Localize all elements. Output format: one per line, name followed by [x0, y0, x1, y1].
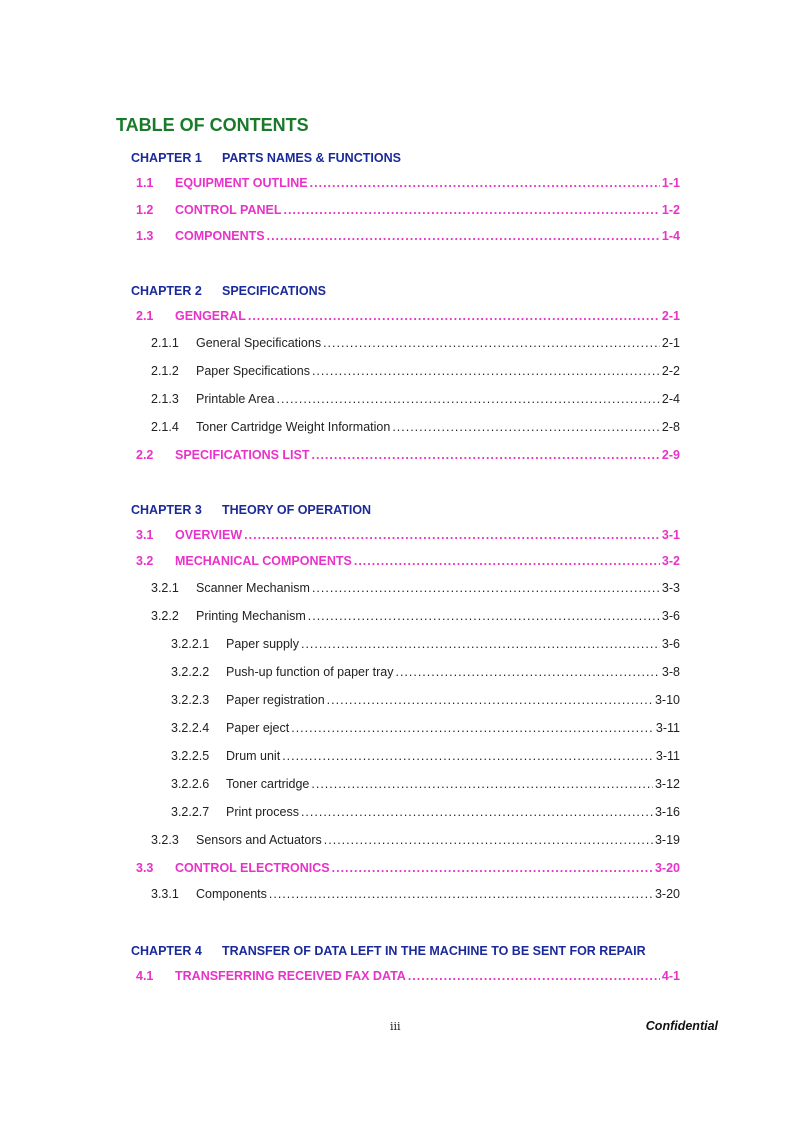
- toc-entry[interactable]: [136, 554, 680, 570]
- dot-leader: [392, 420, 660, 434]
- chapter-number: CHAPTER 2: [131, 284, 202, 298]
- entry-page: 4-1: [661, 969, 680, 983]
- entry-page: 3-20: [654, 861, 680, 875]
- entry-page: 3-1: [661, 528, 680, 542]
- entry-label: CONTROL ELECTRONICS: [175, 861, 330, 875]
- toc-entry[interactable]: [136, 861, 680, 877]
- entry-number: 3.3: [136, 861, 154, 875]
- entry-label: Printable Area: [196, 392, 275, 406]
- dot-leader: [312, 448, 660, 462]
- entry-number: 3.2.2.4: [171, 721, 210, 735]
- entry-label: General Specifications: [196, 336, 322, 350]
- toc-entry[interactable]: [171, 637, 680, 653]
- entry-number: 3.2.3: [151, 833, 179, 847]
- dot-leader: [244, 528, 660, 542]
- entry-number: 3.2.2.7: [171, 805, 210, 819]
- toc-entry[interactable]: [136, 309, 680, 325]
- toc-entry[interactable]: [151, 364, 680, 380]
- entry-page: 1-1: [661, 176, 680, 190]
- entry-label: Toner Cartridge Weight Information: [196, 420, 391, 434]
- toc-entry[interactable]: [136, 203, 680, 219]
- entry-page: 3-12: [654, 777, 680, 791]
- entry-label: Paper registration: [226, 693, 325, 707]
- toc-entry[interactable]: [171, 693, 680, 709]
- entry-label: Printing Mechanism: [196, 609, 306, 623]
- dot-leader: [312, 364, 660, 378]
- entry-label: OVERVIEW: [175, 528, 243, 542]
- chapter-title: SPECIFICATIONS: [222, 284, 326, 298]
- entry-page: 1-2: [661, 203, 680, 217]
- chapter-heading: [131, 284, 326, 298]
- entry-number: 1.3: [136, 229, 154, 243]
- entry-label: Toner cartridge: [226, 777, 310, 791]
- toc-entry[interactable]: [136, 448, 680, 464]
- toc-entry[interactable]: [151, 833, 680, 849]
- entry-number: 3.2.1: [151, 581, 179, 595]
- entry-number: 3.2.2.3: [171, 693, 210, 707]
- entry-label: Paper eject: [226, 721, 290, 735]
- chapter-number: CHAPTER 1: [131, 151, 202, 165]
- entry-page: 3-16: [654, 805, 680, 819]
- toc-entry[interactable]: [171, 805, 680, 821]
- entry-label: MECHANICAL COMPONENTS: [175, 554, 352, 568]
- entry-number: 2.1: [136, 309, 154, 323]
- page-title: TABLE OF CONTENTS: [116, 115, 309, 135]
- entry-number: 2.1.1: [151, 336, 179, 350]
- entry-label: Paper supply: [226, 637, 299, 651]
- entry-page: 3-11: [655, 749, 680, 763]
- entry-page: 2-1: [661, 336, 680, 350]
- chapter-title: PARTS NAMES & FUNCTIONS: [222, 151, 401, 165]
- entry-page: 2-2: [661, 364, 680, 378]
- dot-leader: [311, 777, 653, 791]
- entry-number: 3.2.2.1: [171, 637, 210, 651]
- entry-number: 1.1: [136, 176, 154, 190]
- entry-number: 3.1: [136, 528, 154, 542]
- dot-leader: [283, 203, 659, 217]
- toc-entry[interactable]: [151, 336, 680, 352]
- dot-leader: [308, 609, 660, 623]
- dot-leader: [310, 176, 660, 190]
- dot-leader: [312, 581, 660, 595]
- dot-leader: [301, 637, 660, 651]
- entry-label: TRANSFERRING RECEIVED FAX DATA: [175, 969, 406, 983]
- entry-page: 2-9: [661, 448, 680, 462]
- entry-page: 1-4: [661, 229, 680, 243]
- chapter-number: CHAPTER 3: [131, 503, 202, 517]
- page-number: iii: [390, 1020, 401, 1033]
- entry-label: GENGERAL: [175, 309, 246, 323]
- toc-entry[interactable]: [151, 420, 680, 436]
- dot-leader: [323, 336, 660, 350]
- entry-page: 3-2: [661, 554, 680, 568]
- toc-entry[interactable]: [136, 528, 680, 544]
- entry-number: 2.1.3: [151, 392, 179, 406]
- dot-leader: [354, 554, 660, 568]
- chapter-title: TRANSFER OF DATA LEFT IN THE MACHINE TO BE SENT FOR REPAIR: [222, 944, 646, 958]
- dot-leader: [282, 749, 654, 763]
- dot-leader: [327, 693, 653, 707]
- entry-number: 4.1: [136, 969, 154, 983]
- dot-leader: [408, 969, 660, 983]
- toc-entry[interactable]: [136, 969, 680, 985]
- dot-leader: [395, 665, 659, 679]
- entry-number: 3.2.2.2: [171, 665, 210, 679]
- entry-number: 3.2.2: [151, 609, 179, 623]
- entry-label: CONTROL PANEL: [175, 203, 282, 217]
- toc-entry[interactable]: [151, 392, 680, 408]
- toc-entry[interactable]: [151, 609, 680, 625]
- toc-entry[interactable]: [171, 721, 680, 737]
- entry-page: 3-3: [661, 581, 680, 595]
- dot-leader: [291, 721, 654, 735]
- entry-label: EQUIPMENT OUTLINE: [175, 176, 308, 190]
- entry-label: Paper Specifications: [196, 364, 310, 378]
- dot-leader: [324, 833, 653, 847]
- entry-page: 3-19: [654, 833, 680, 847]
- toc-entry[interactable]: [136, 176, 680, 192]
- dot-leader: [332, 861, 653, 875]
- entry-number: 3.2.2.5: [171, 749, 210, 763]
- confidential-label: Confidential: [645, 1019, 718, 1033]
- entry-page: 3-20: [654, 887, 680, 901]
- dot-leader: [269, 887, 653, 901]
- entry-number: 2.1.2: [151, 364, 179, 378]
- entry-page: 3-8: [661, 665, 680, 679]
- toc-entry[interactable]: [171, 777, 680, 793]
- entry-page: 2-8: [661, 420, 680, 434]
- chapter-heading: [131, 151, 401, 165]
- chapter-title: THEORY OF OPERATION: [222, 503, 372, 517]
- entry-label: Push-up function of paper tray: [226, 665, 394, 679]
- entry-number: 3.3.1: [151, 887, 179, 901]
- entry-label: Components: [196, 887, 267, 901]
- entry-label: Print process: [226, 805, 299, 819]
- entry-page: 3-6: [661, 609, 680, 623]
- entry-label: SPECIFICATIONS LIST: [175, 448, 310, 462]
- entry-page: 3-11: [655, 721, 680, 735]
- entry-number: 3.2.2.6: [171, 777, 210, 791]
- toc-entry[interactable]: [151, 581, 680, 597]
- entry-number: 2.2: [136, 448, 154, 462]
- toc-entry[interactable]: [171, 665, 680, 681]
- entry-number: 1.2: [136, 203, 154, 217]
- dot-leader: [248, 309, 660, 323]
- entry-page: 2-1: [661, 309, 680, 323]
- chapter-heading: [131, 944, 646, 958]
- entry-page: 3-10: [654, 693, 680, 707]
- chapter-heading: [131, 503, 371, 517]
- entry-number: 2.1.4: [151, 420, 179, 434]
- entry-label: Drum unit: [226, 749, 281, 763]
- chapter-number: CHAPTER 4: [131, 944, 202, 958]
- toc-entry[interactable]: [151, 887, 680, 903]
- entry-label: Sensors and Actuators: [196, 833, 322, 847]
- entry-page: 2-4: [661, 392, 680, 406]
- entry-label: Scanner Mechanism: [196, 581, 310, 595]
- toc-entry[interactable]: [136, 229, 680, 245]
- toc-entry[interactable]: [171, 749, 680, 765]
- dot-leader: [267, 229, 660, 243]
- entry-page: 3-6: [661, 637, 680, 651]
- entry-label: COMPONENTS: [175, 229, 265, 243]
- entry-number: 3.2: [136, 554, 154, 568]
- dot-leader: [277, 392, 660, 406]
- dot-leader: [301, 805, 653, 819]
